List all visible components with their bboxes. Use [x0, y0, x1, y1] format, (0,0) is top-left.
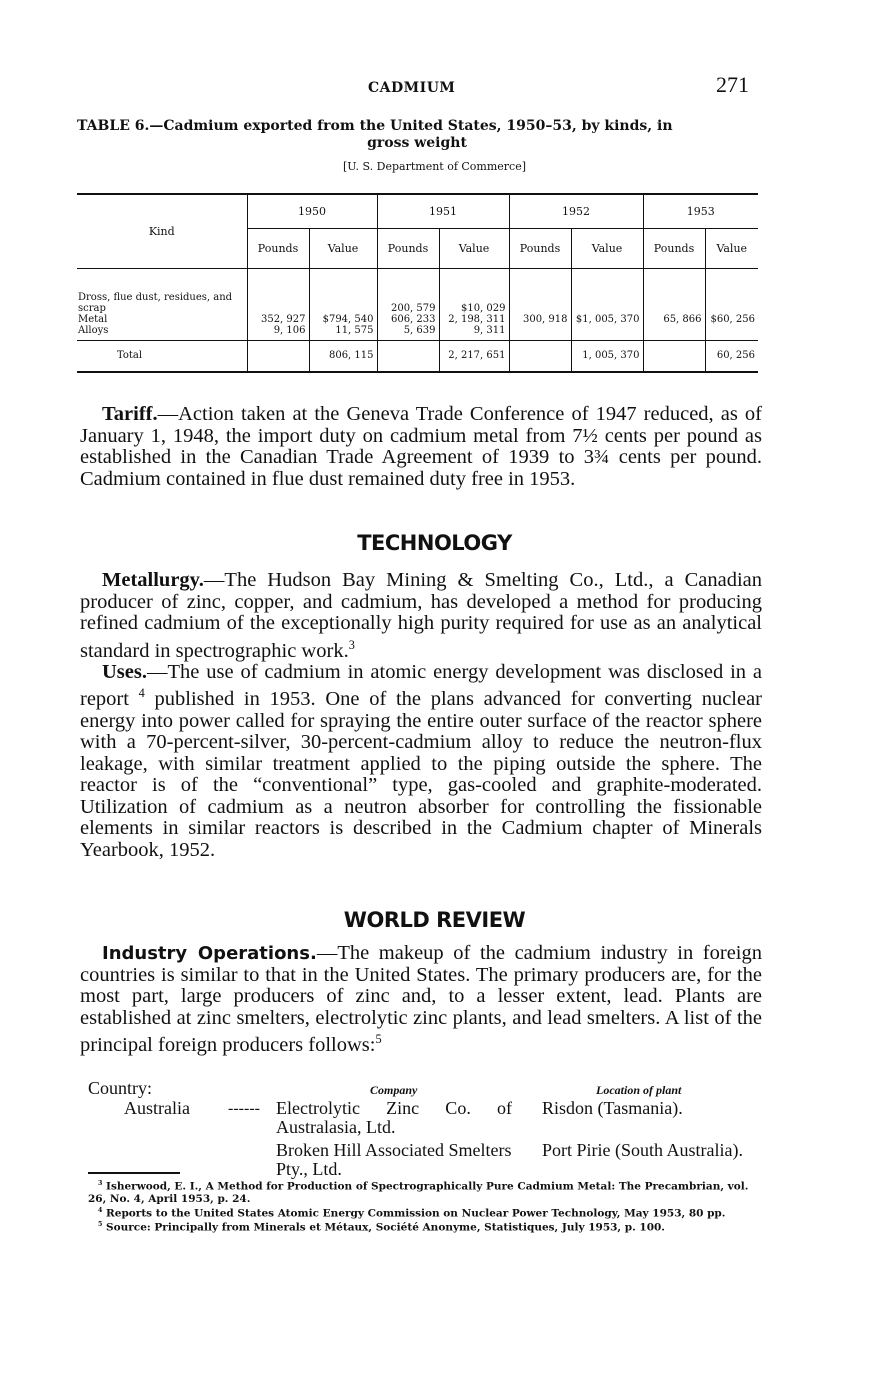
list-item [88, 1141, 764, 1181]
running-title: CADMIUM [368, 80, 456, 96]
tariff-section [80, 404, 762, 490]
footnote-ref: 4 [138, 686, 145, 701]
table-row-total [77, 340, 758, 372]
table-caption-tail: gross weight [367, 135, 467, 151]
footnote-text: Isherwood, E. I., A Method for Production of Spectrographically Pure Cadmium Metal: The Precambrian, vol. 26, No. 4, April 1953, p. 24. [88, 1180, 749, 1205]
cell-value: 2, 198, 311 [448, 313, 506, 325]
cell-value: 11, 575 [335, 324, 374, 336]
row-kind: Alloys [78, 324, 109, 336]
footnote [88, 1178, 760, 1205]
row-kind: Metal [78, 313, 108, 325]
table-caption [77, 118, 757, 152]
world-review-heading: WORLD REVIEW [343, 908, 526, 932]
footnote [88, 1205, 760, 1220]
list-item: Australia ------ Electrolytic Zinc Co. of Australasia, Ltd. Risdon (Tasmania). [88, 1099, 764, 1141]
col-year-1952: 1952 [509, 194, 643, 228]
page-number: 271 [716, 72, 749, 97]
cell-value: $10, 029 [460, 302, 506, 314]
col-value-1950: Value [309, 228, 377, 268]
cell-value: 60, 256 [716, 350, 755, 362]
cell-value: 9, 106 [273, 324, 306, 336]
col-pounds-1950: Pounds [247, 228, 309, 268]
producers-list [88, 1079, 764, 1181]
tariff-text: —Action taken at the Geneva Trade Conference of 1947 reduced, as of January 1, 1948, the import duty on cadmium metal from 7½ cents per pound as established in the Canadian Trade Agreement of 1939 to 3¾ cents per pound. Cadmium contained in flue dust remained duty free in 1953. [80, 403, 762, 490]
col-location: Location of plant [596, 1083, 682, 1097]
total-label: Total [77, 340, 247, 372]
table-caption-lead: TABLE 6.—Cadmium exported from the United States, 1950–53, by kinds, in [77, 118, 673, 134]
cell-value: 300, 918 [509, 268, 571, 340]
cell-value: 352, 927 [260, 313, 306, 325]
footnote [88, 1219, 760, 1234]
uses-text: —The use of cadmium in atomic energy development was disclosed in a report [80, 660, 762, 711]
cell-value: 2, 217, 651 [439, 340, 509, 372]
industry-lead: Industry Operations. [102, 943, 317, 964]
producer-location: Port Pirie (South Australia). [542, 1140, 743, 1160]
col-country: Country: [88, 1078, 153, 1098]
producer-location: Risdon (Tasmania). [542, 1098, 683, 1118]
industry-text: —The makeup of the cadmium industry in foreign countries is similar to that in the United States. The primary producers are, for the most part, large producers of zinc and, to a lesser extent, lead. Plants are established at zinc smelters, electrolytic zinc plants, and lead smelters. A list of the principal foreign producers follows: [80, 942, 762, 1056]
cell-value: 606, 233 [390, 313, 436, 325]
industry-paragraph [80, 943, 762, 1056]
pounds-1950-cell [247, 268, 309, 340]
cell-value: 9, 311 [473, 324, 506, 336]
footnotes [88, 1178, 760, 1234]
footnote-num: 5 [98, 1221, 103, 1228]
tariff-lead: Tariff. [102, 403, 158, 425]
producer-company: Electrolytic Zinc Co. of Australasia, Ltd. [276, 1098, 512, 1137]
cell-value: $794, 540 [322, 313, 374, 325]
footnote-text: Source: Principally from Minerals et Métaux, Société Anonyme, Statistiques, July 1953, p. 100. [106, 1221, 665, 1234]
metallurgy-paragraph [80, 570, 762, 662]
footnote-num: 4 [98, 1206, 103, 1214]
cell-value: 806, 115 [309, 340, 377, 372]
col-pounds-1952: Pounds [509, 228, 571, 268]
producer-country: Australia [124, 1098, 190, 1118]
technology-heading: TECHNOLOGY [357, 531, 512, 555]
cell-value: 200, 579 [390, 302, 436, 314]
uses-lead: Uses. [102, 660, 147, 683]
cell-value: $1, 005, 370 [571, 268, 643, 340]
footnote-rule [88, 1172, 180, 1174]
technology-section [80, 570, 762, 861]
export-table [77, 193, 758, 373]
cell-value: $60, 256 [710, 313, 755, 325]
col-pounds-1951: Pounds [377, 228, 439, 268]
pounds-1951-cell [377, 268, 439, 340]
footnote-text: Reports to the United States Atomic Energy Commission on Nuclear Power Technology, May 1953, 80 pp. [106, 1207, 726, 1219]
value-1951-cell [439, 268, 509, 340]
table-row [77, 268, 758, 340]
kind-cell [77, 268, 247, 340]
producers-header [88, 1079, 764, 1099]
col-kind: Kind [77, 194, 247, 268]
col-year-1951: 1951 [377, 194, 509, 228]
footnote-ref: 3 [348, 637, 355, 652]
uses-text-cont: published in 1953. One of the plans advanced for converting nuclear energy into power called for spraying the entire outer surface of the reactor sphere with a 70-percent-silver, 30-percent-cadmium alloy to reduce the neutron-flux leakage, with similar treatment applied to the piping outside the sphere. The reactor is of the “conventional” type, gas-cooled and graphite-moderated. Utilization of cadmium as a neutron absorber for controlling the fissionable elements in similar reactors is described in the Cadmium chapter of Minerals Yearbook, 1952. [80, 688, 763, 861]
metallurgy-text: —The Hudson Bay Mining & Smelting Co., Ltd., a Canadian producer of zinc, copper, and cadmium, has developed a method for producing refined cadmium of the exceptionally high purity required for use as an analytical standard in spectrographic work. [80, 569, 762, 662]
footnote-num: 3 [98, 1180, 103, 1187]
cell-value: 1, 005, 370 [571, 340, 643, 372]
col-pounds-1953: Pounds [643, 228, 705, 268]
uses-paragraph [80, 662, 762, 861]
footnote-ref: 5 [375, 1032, 382, 1046]
world-section [80, 943, 762, 1056]
col-value-1952: Value [571, 228, 643, 268]
col-year-1950: 1950 [247, 194, 377, 228]
tariff-paragraph [80, 404, 762, 490]
metallurgy-lead: Metallurgy. [102, 569, 204, 591]
cell-value: 65, 866 [643, 268, 705, 340]
col-value-1953: Value [705, 228, 758, 268]
row-kind: Dross, flue dust, residues, and scrap [78, 291, 233, 314]
cell-value: 5, 639 [403, 324, 436, 336]
table-source: [U. S. Department of Commerce] [342, 160, 527, 173]
col-year-1953: 1953 [686, 204, 715, 218]
col-company: Company [370, 1083, 418, 1097]
col-value-1951: Value [439, 228, 509, 268]
producer-company: Broken Hill Associated Smelters Pty., Ltd. [276, 1140, 512, 1179]
value-1950-cell [309, 268, 377, 340]
